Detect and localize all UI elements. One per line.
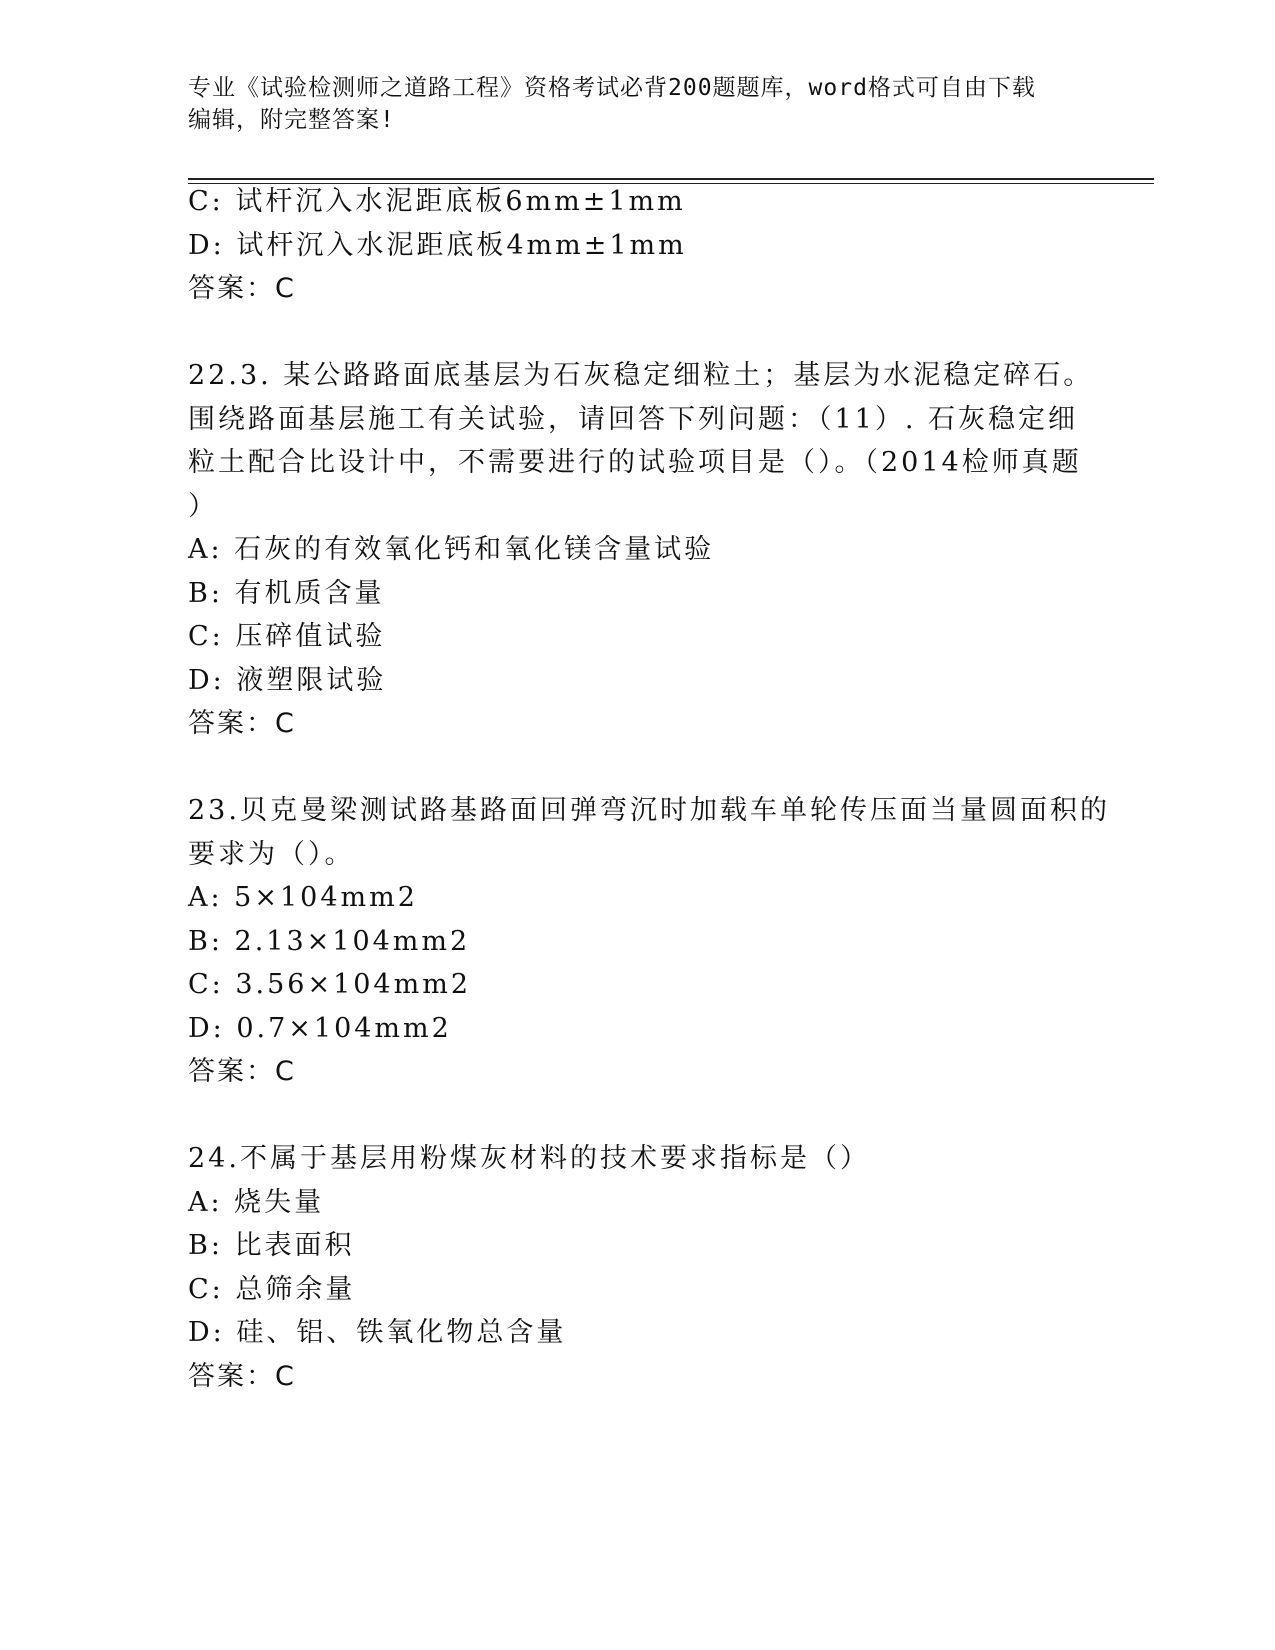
q24-answer: 答案：C xyxy=(188,1361,296,1392)
q23-answer: 答案：C xyxy=(188,1056,296,1087)
q21-option-c: C: 试杆沉入水泥距底板6mm±1mm xyxy=(188,186,686,217)
q21-option-d: D: 试杆沉入水泥距底板4mm±1mm xyxy=(188,230,687,261)
q24-option-c: C: 总筛余量 xyxy=(188,1274,356,1305)
q23-option-c: C: 3.56×104mm2 xyxy=(188,969,471,1000)
q22-answer: 答案：C xyxy=(188,708,296,739)
q22-stem-line-2: 围绕路面基层施工有关试验，请回答下列问题：（11）. 石灰稳定细 xyxy=(188,404,1079,435)
q23-option-b: B: 2.13×104mm2 xyxy=(188,926,471,957)
q23-stem-line-2: 要求为（）。 xyxy=(188,839,355,870)
q21-answer: 答案：C xyxy=(188,273,296,304)
q22-stem-line-3: 粒土配合比设计中，不需要进行的试验项目是（）。（2014检师真题 xyxy=(188,447,1082,478)
header-line-1: 专业《试验检测师之道路工程》资格考试必背200题题库，word格式可自由下载 xyxy=(188,75,1036,101)
q22-stem-line-1: 22.3. 某公路路面底基层为石灰稳定细粒土；基层为水泥稳定碎石。 xyxy=(188,360,1094,391)
header-divider-thick xyxy=(188,178,1154,180)
page-header xyxy=(188,72,1068,136)
q22-option-c: C: 压碎值试验 xyxy=(188,621,386,652)
q22-option-a: A: 石灰的有效氧化钙和氧化镁含量试验 xyxy=(188,534,715,565)
header-line-2: 编辑，附完整答案! xyxy=(188,107,395,133)
q23-option-a: A: 5×104mm2 xyxy=(188,882,418,913)
q22-stem-line-4: ） xyxy=(188,491,218,522)
q22-option-d: D: 液塑限试验 xyxy=(188,665,387,696)
q24-option-b: B: 比表面积 xyxy=(188,1230,355,1261)
q23-stem-line-1: 23.贝克曼梁测试路基路面回弹弯沉时加载车单轮传压面当量圆面积的 xyxy=(188,795,1110,826)
q22-option-b: B: 有机质含量 xyxy=(188,578,385,609)
q24-option-a: A: 烧失量 xyxy=(188,1187,325,1218)
q24-stem-line-1: 24.不属于基层用粉煤灰材料的技术要求指标是（） xyxy=(188,1143,870,1174)
q24-option-d: D: 硅、铝、铁氧化物总含量 xyxy=(188,1317,567,1348)
q23-option-d: D: 0.7×104mm2 xyxy=(188,1013,452,1044)
